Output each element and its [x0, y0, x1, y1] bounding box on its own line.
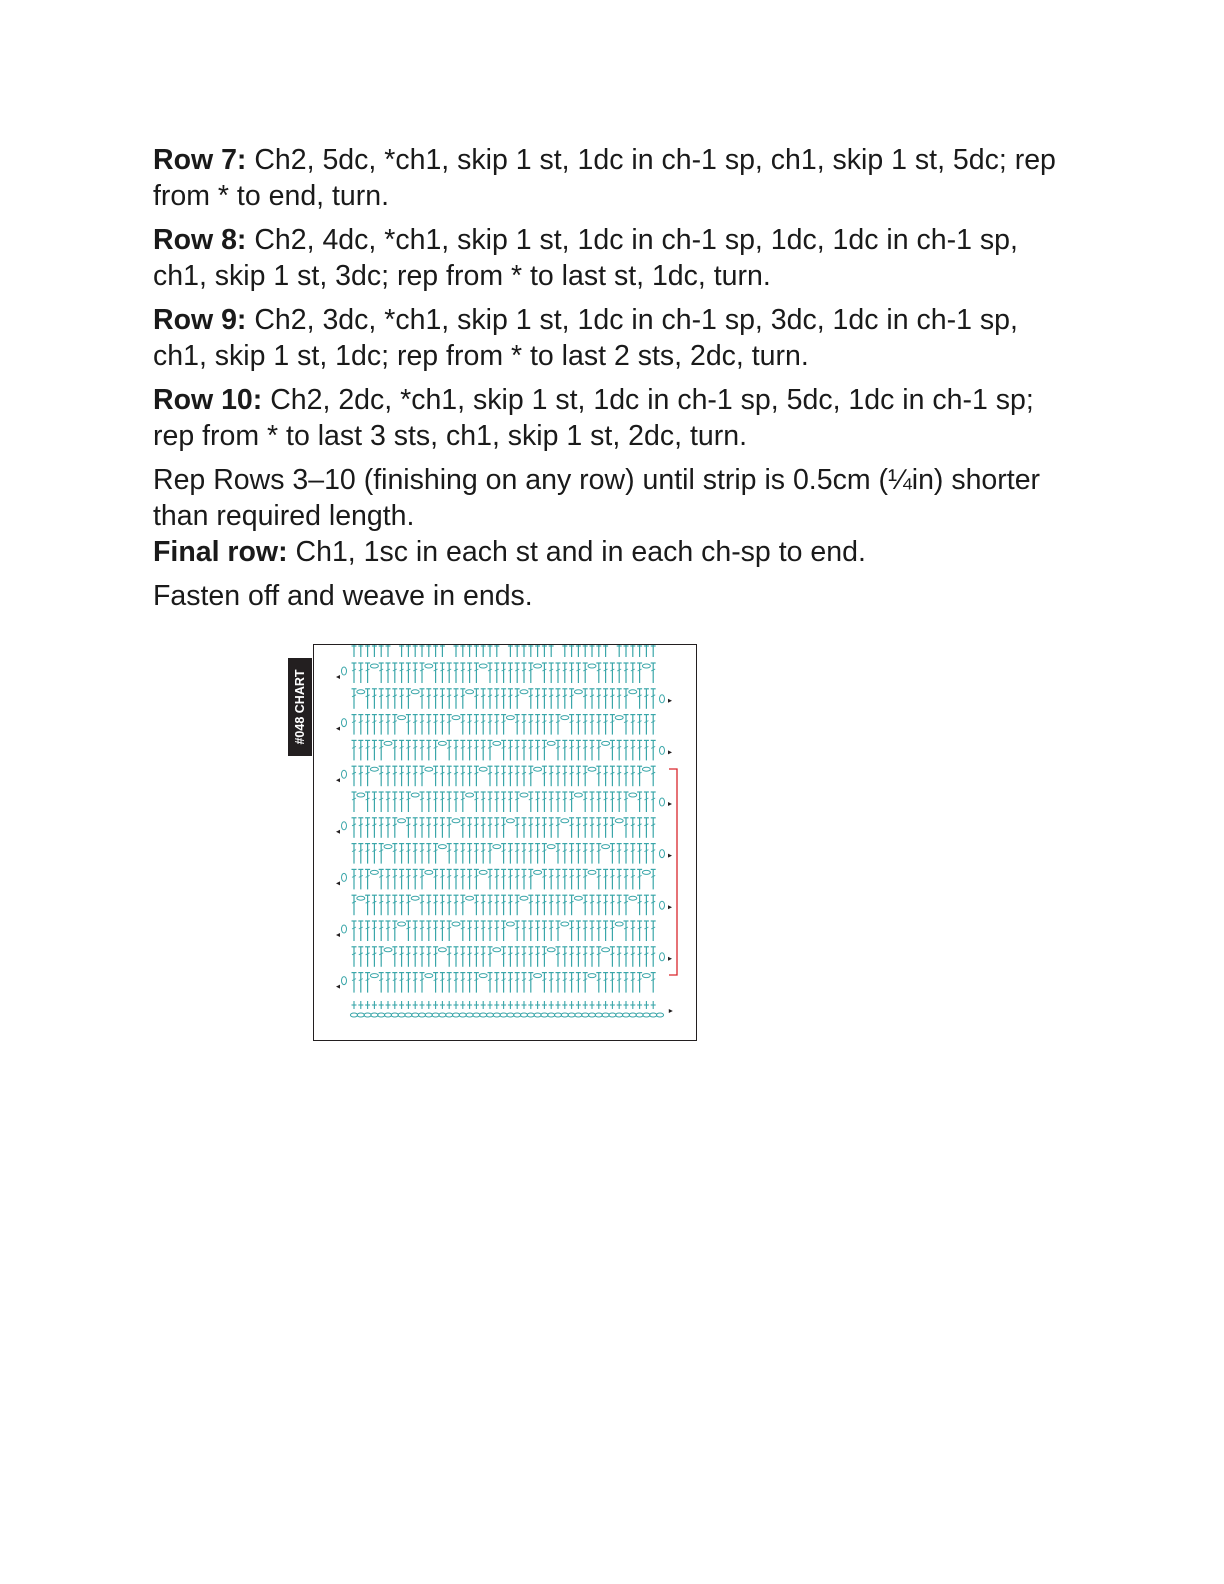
foundation-chain-mark	[595, 1013, 602, 1017]
chain-stitch-mark	[370, 974, 378, 978]
foundation-chain-mark	[602, 1013, 609, 1017]
foundation-chain-mark	[656, 1013, 663, 1017]
chain-stitch-mark	[506, 716, 514, 720]
foundation-chain-mark	[616, 1013, 623, 1017]
row-arrow-mark	[336, 933, 340, 937]
chain-stitch-mark	[588, 974, 596, 978]
foundation-chain-mark	[527, 1013, 534, 1017]
chain-stitch-mark	[642, 664, 650, 668]
foundation-chain-mark	[650, 1013, 657, 1017]
chain-stitch-mark	[642, 974, 650, 978]
foundation-chain-mark	[561, 1013, 568, 1017]
foundation-chain-mark	[371, 1013, 378, 1017]
foundation-chain-mark	[534, 1013, 541, 1017]
chain-stitch-mark	[520, 690, 528, 694]
chain-stitch-mark	[574, 896, 582, 900]
chain-stitch-mark	[629, 896, 637, 900]
chain-stitch-mark	[398, 922, 406, 926]
foundation-chain-mark	[493, 1013, 500, 1017]
foundation-chain-mark	[541, 1013, 548, 1017]
foundation-chain-mark	[548, 1013, 555, 1017]
chain-stitch-mark	[642, 870, 650, 874]
chain-stitch-mark	[357, 896, 365, 900]
repeat-instruction: Rep Rows 3–10 (finishing on any row) until strip is 0.5cm (¼in) shorter than required length.	[153, 464, 1041, 532]
chain-stitch-mark	[452, 716, 460, 720]
chain-stitch-mark	[411, 896, 419, 900]
chain-stitch-mark	[493, 845, 501, 849]
foundation-chain-mark	[446, 1013, 453, 1017]
chain-stitch-mark	[602, 948, 610, 952]
row-arrow-mark	[668, 750, 672, 754]
turning-chain-mark	[342, 719, 347, 727]
chain-stitch-mark	[493, 741, 501, 745]
chain-stitch-mark	[534, 664, 542, 668]
chain-stitch-mark	[534, 767, 542, 771]
chain-stitch-mark	[466, 793, 474, 797]
chain-stitch-mark	[479, 870, 487, 874]
row-10-instruction	[153, 382, 1073, 454]
row-8-instruction	[153, 222, 1073, 294]
turning-chain-mark	[342, 977, 347, 985]
foundation-chain-mark	[500, 1013, 507, 1017]
row-arrow-mark	[336, 881, 340, 885]
foundation-chain-mark	[636, 1013, 643, 1017]
row-8-label: Row 8:	[153, 224, 247, 256]
chain-stitch-mark	[425, 870, 433, 874]
chain-stitch-mark	[574, 793, 582, 797]
foundation-chain-mark	[486, 1013, 493, 1017]
row-10-text: Ch2, 2dc, *ch1, skip 1 st, 1dc in ch-1 sp, 5dc, 1dc in ch-1 sp; rep from * to last 3 sts, ch1, skip 1 st, 2dc, turn.	[153, 384, 1034, 452]
chain-stitch-mark	[629, 793, 637, 797]
final-row-text: Ch1, 1sc in each st and in each ch-sp to end.	[287, 536, 866, 568]
row-10-label: Row 10:	[153, 384, 263, 416]
turning-chain-mark	[660, 798, 665, 806]
chain-stitch-mark	[452, 819, 460, 823]
row-arrow-mark	[668, 905, 672, 909]
chain-stitch-mark	[438, 845, 446, 849]
chain-stitch-mark	[602, 741, 610, 745]
chain-stitch-mark	[398, 716, 406, 720]
chain-stitch-mark	[588, 767, 596, 771]
chain-stitch-mark	[615, 716, 623, 720]
turning-chain-mark	[342, 770, 347, 778]
foundation-chain-mark	[554, 1013, 561, 1017]
row-arrow-mark	[336, 985, 340, 989]
chain-stitch-mark	[534, 974, 542, 978]
foundation-chain-mark	[378, 1013, 385, 1017]
chart-tab-label: #048 CHART	[293, 669, 307, 745]
turning-chain-mark	[660, 953, 665, 961]
row-7-text: Ch2, 5dc, *ch1, skip 1 st, 1dc in ch-1 sp, ch1, skip 1 st, 5dc; rep from * to end, turn.	[153, 144, 1056, 212]
row-7-instruction	[153, 142, 1073, 214]
chart-tab	[288, 658, 312, 756]
chain-stitch-mark	[479, 767, 487, 771]
foundation-chain-mark	[350, 1013, 357, 1017]
foundation-chain-mark	[575, 1013, 582, 1017]
foundation-chain-mark	[622, 1013, 629, 1017]
foundation-chain-mark	[629, 1013, 636, 1017]
row-7-label: Row 7:	[153, 144, 247, 176]
turning-chain-mark	[660, 901, 665, 909]
foundation-chain-mark	[425, 1013, 432, 1017]
chain-stitch-mark	[438, 741, 446, 745]
chain-stitch-mark	[561, 716, 569, 720]
chain-stitch-mark	[561, 819, 569, 823]
row-9-label: Row 9:	[153, 304, 247, 336]
chain-stitch-mark	[398, 819, 406, 823]
foundation-chain-mark	[398, 1013, 405, 1017]
foundation-chain-mark	[357, 1013, 364, 1017]
chain-stitch-mark	[370, 870, 378, 874]
row-arrow-mark	[668, 957, 672, 961]
chain-stitch-mark	[588, 870, 596, 874]
chain-stitch-mark	[479, 664, 487, 668]
foundation-chain-mark	[405, 1013, 412, 1017]
chain-stitch-mark	[370, 767, 378, 771]
row-9-instruction	[153, 302, 1073, 374]
row-arrow-mark	[336, 830, 340, 834]
chain-stitch-mark	[357, 793, 365, 797]
row-arrow-mark	[336, 778, 340, 782]
chain-stitch-mark	[357, 690, 365, 694]
chain-stitch-mark	[425, 664, 433, 668]
row-arrow-mark	[336, 727, 340, 731]
turning-chain-mark	[660, 695, 665, 703]
chain-stitch-mark	[615, 922, 623, 926]
chain-stitch-mark	[384, 741, 392, 745]
fasten-off-instruction: Fasten off and weave in ends.	[153, 580, 533, 612]
chain-stitch-mark	[615, 819, 623, 823]
foundation-chain-mark	[412, 1013, 419, 1017]
row-arrow-mark	[668, 802, 672, 806]
foundation-chain-mark	[514, 1013, 521, 1017]
foundation-chain-mark	[432, 1013, 439, 1017]
foundation-chain-mark	[384, 1013, 391, 1017]
foundation-chain-mark	[507, 1013, 514, 1017]
chain-stitch-mark	[425, 974, 433, 978]
chain-stitch-mark	[384, 948, 392, 952]
row-arrow-mark	[669, 1009, 673, 1013]
foundation-chain-mark	[588, 1013, 595, 1017]
foundation-chain-mark	[364, 1013, 371, 1017]
final-row-instruction	[153, 534, 1073, 570]
stitch-diagram	[314, 645, 696, 1040]
foundation-chain-mark	[568, 1013, 575, 1017]
chain-stitch-mark	[466, 896, 474, 900]
foundation-chain-mark	[466, 1013, 473, 1017]
chain-stitch-mark	[642, 767, 650, 771]
chain-stitch-mark	[629, 690, 637, 694]
chain-stitch-mark	[561, 922, 569, 926]
foundation-chain-mark	[520, 1013, 527, 1017]
chain-stitch-mark	[588, 664, 596, 668]
chain-stitch-mark	[506, 819, 514, 823]
chain-stitch-mark	[411, 690, 419, 694]
foundation-chain-mark	[391, 1013, 398, 1017]
foundation-chain-mark	[480, 1013, 487, 1017]
chain-stitch-mark	[534, 870, 542, 874]
turning-chain-mark	[342, 873, 347, 881]
foundation-chain-mark	[459, 1013, 466, 1017]
turning-chain-mark	[342, 822, 347, 830]
foundation-chain-mark	[418, 1013, 425, 1017]
foundation-chain-mark	[643, 1013, 650, 1017]
row-arrow-mark	[668, 699, 672, 703]
foundation-chain-mark	[439, 1013, 446, 1017]
foundation-chain-mark	[473, 1013, 480, 1017]
chain-stitch-mark	[506, 922, 514, 926]
chain-stitch-mark	[370, 664, 378, 668]
pattern-text	[153, 142, 1073, 622]
row-8-text: Ch2, 4dc, *ch1, skip 1 st, 1dc in ch-1 sp, 1dc, 1dc in ch-1 sp, ch1, skip 1 st, 3dc; rep from * to last st, 1dc, turn.	[153, 224, 1018, 292]
turning-chain-mark	[660, 850, 665, 858]
turning-chain-mark	[342, 667, 347, 675]
repeat-bracket	[669, 769, 677, 975]
chain-stitch-mark	[479, 974, 487, 978]
chain-stitch-mark	[466, 690, 474, 694]
chain-stitch-mark	[547, 741, 555, 745]
chain-stitch-mark	[547, 948, 555, 952]
chain-stitch-mark	[452, 922, 460, 926]
foundation-chain-mark	[609, 1013, 616, 1017]
chain-stitch-mark	[520, 896, 528, 900]
chain-stitch-mark	[520, 793, 528, 797]
row-9-text: Ch2, 3dc, *ch1, skip 1 st, 1dc in ch-1 sp, 3dc, 1dc in ch-1 sp, ch1, skip 1 st, 1dc; rep from * to last 2 sts, 2dc, turn.	[153, 304, 1018, 372]
chain-stitch-mark	[384, 845, 392, 849]
foundation-chain-mark	[452, 1013, 459, 1017]
chain-stitch-mark	[547, 845, 555, 849]
chain-stitch-mark	[574, 690, 582, 694]
chain-stitch-mark	[438, 948, 446, 952]
chain-stitch-mark	[493, 948, 501, 952]
turning-chain-mark	[660, 746, 665, 754]
chart-frame	[313, 644, 697, 1041]
chain-stitch-mark	[411, 793, 419, 797]
row-arrow-mark	[336, 675, 340, 679]
chain-stitch-mark	[602, 845, 610, 849]
chain-stitch-mark	[425, 767, 433, 771]
foundation-chain-mark	[582, 1013, 589, 1017]
final-row-label: Final row:	[153, 536, 288, 568]
row-arrow-mark	[668, 854, 672, 858]
turning-chain-mark	[342, 925, 347, 933]
